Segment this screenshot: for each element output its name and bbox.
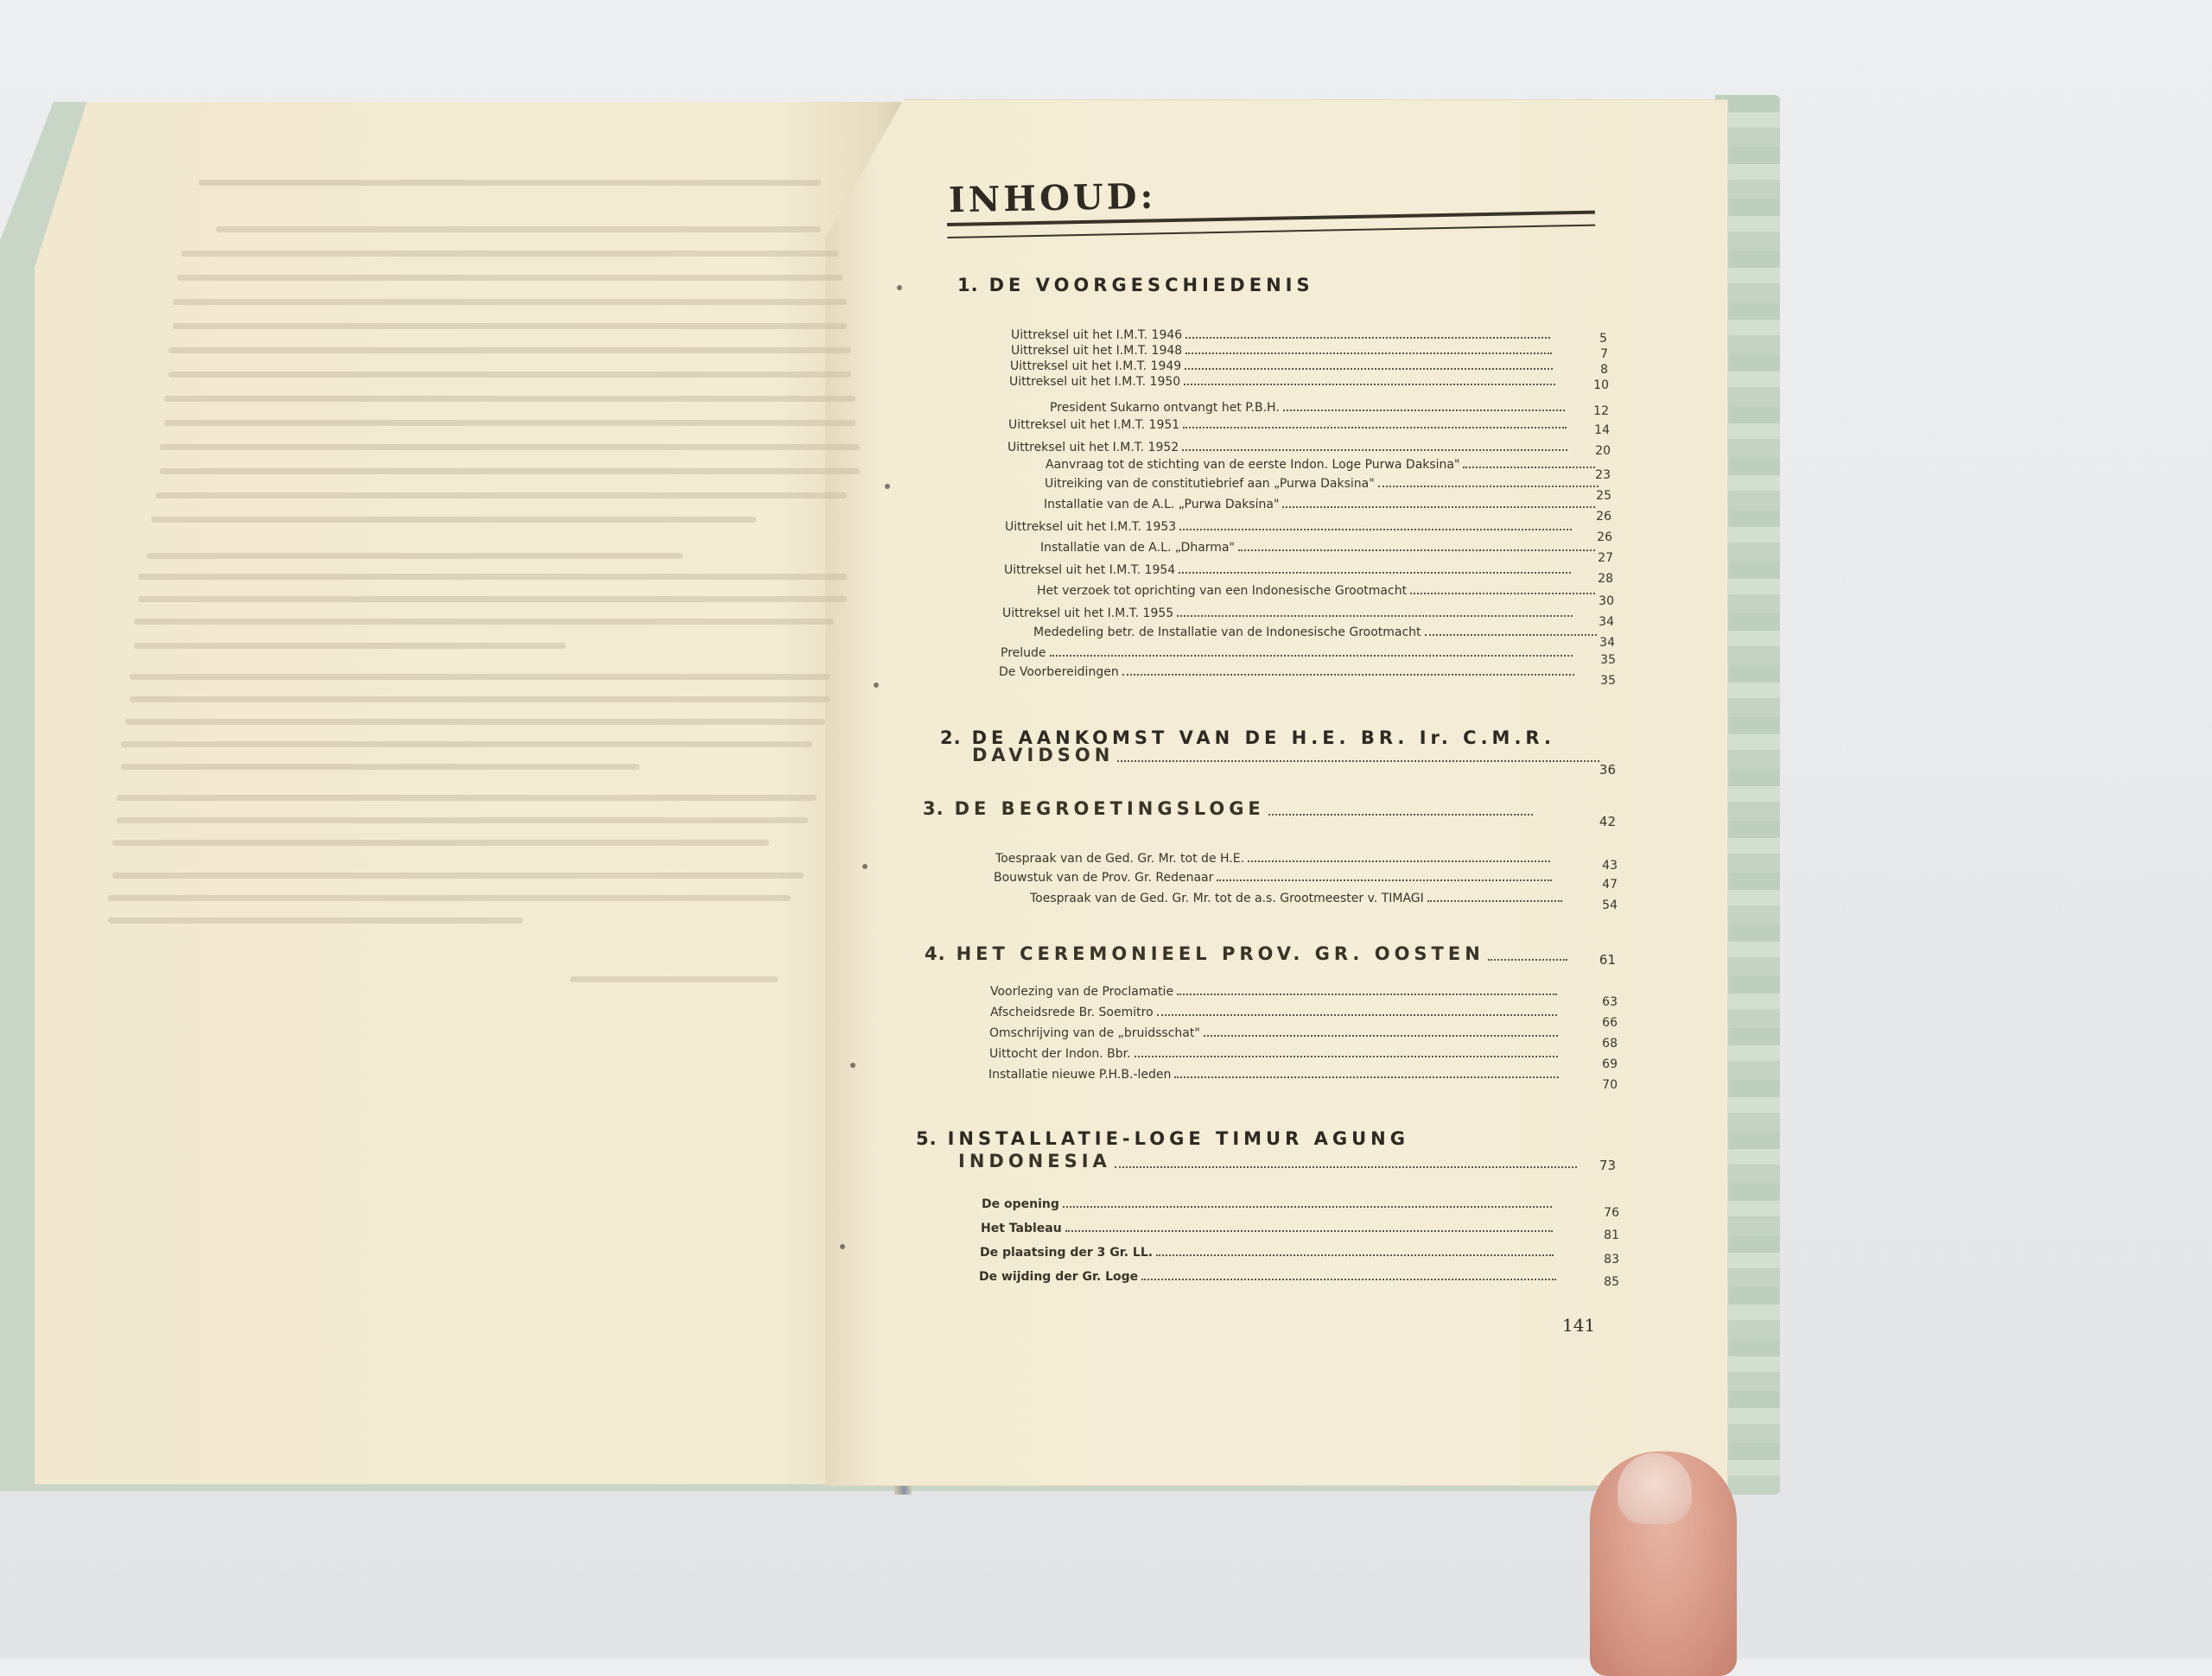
stitch (874, 682, 879, 688)
toc-entry-label: Uittocht der Indon. Bbr. (989, 1047, 1131, 1061)
ghost-text-line (216, 226, 821, 232)
section-title: DE VOORGESCHIEDENIS (988, 275, 1314, 295)
toc-entry-label: Uittreksel uit het I.M.T. 1952 (1007, 441, 1179, 454)
toc-entry-label: Bouwstuk van de Prov. Gr. Redenaar (994, 871, 1214, 885)
leader-dots (1282, 506, 1595, 508)
toc-entry-page: 28 (1598, 572, 1613, 586)
toc-entry-page: 34 (1599, 615, 1614, 629)
toc-entry (1044, 496, 1599, 511)
toc-entry-page: 69 (1602, 1057, 1618, 1071)
ghost-text-line (138, 574, 847, 580)
section-number: 3. (923, 798, 944, 819)
leader-dots (1141, 1279, 1556, 1280)
toc-entry-page: 70 (1602, 1078, 1618, 1092)
section-1-heading (957, 275, 1314, 295)
stitch (885, 484, 890, 489)
section-number: 4. (925, 943, 946, 964)
toc-entry-page: 81 (1604, 1228, 1619, 1242)
toc-entry-page: 34 (1599, 636, 1615, 650)
leader-dots (1410, 593, 1595, 594)
toc-entry-label: Installatie van de A.L. „Purwa Daksina" (1044, 498, 1280, 511)
ghost-text-line (138, 596, 847, 602)
ghost-text-line (121, 741, 812, 747)
page-number: 141 (1562, 1315, 1596, 1336)
toc-entry-page: 85 (1604, 1275, 1619, 1289)
toc-entry-label: Toespraak van de Ged. Gr. Mr. tot de H.E. (995, 852, 1245, 866)
toc-entry-page: 26 (1596, 510, 1611, 524)
section-number: 1. (957, 275, 979, 295)
toc-entry-label: Afscheidsrede Br. Soemitro (990, 1006, 1154, 1019)
leader-dots (1179, 572, 1571, 574)
toc-entry-page: 14 (1594, 423, 1610, 437)
leader-dots (1185, 352, 1552, 354)
toc-entry-label: Prelude (1001, 646, 1046, 660)
fingernail (1618, 1453, 1692, 1524)
leader-dots (1135, 1056, 1558, 1057)
toc-entry-label: Het verzoek tot oprichting van een Indonesische Grootmacht (1037, 584, 1408, 598)
toc-entry (1002, 605, 1576, 620)
ghost-text-line (147, 553, 683, 559)
section-4-page: 61 (1599, 952, 1616, 968)
ghost-text-line (164, 396, 855, 402)
toc-entry-label: Voorlezing van de Proclamatie (990, 985, 1174, 999)
toc-entry-page: 66 (1602, 1016, 1618, 1030)
section-3-page: 42 (1599, 814, 1616, 829)
ghost-text-line (156, 492, 847, 498)
ghost-text-line (130, 696, 830, 702)
leader-dots (1177, 994, 1557, 995)
toc-entry-label: Uittreksel uit het I.M.T. 1953 (1005, 520, 1177, 534)
section-number: 5. (916, 1128, 938, 1149)
leader-dots (1217, 879, 1552, 881)
toc-entry-page: 30 (1599, 594, 1614, 608)
ghost-text-line (570, 976, 778, 982)
toc-entry-page: 10 (1593, 378, 1609, 392)
toc-entry-label: Mededeling betr. de Installatie van de Indonesische Grootmacht (1033, 625, 1421, 639)
leader-dots (1427, 900, 1562, 902)
toc-entry-label: De opening (982, 1197, 1059, 1211)
ghost-text-line (151, 517, 756, 523)
toc-entry-label: Uittreksel uit het I.M.T. 1950 (1009, 375, 1181, 389)
ghost-text-line (199, 180, 821, 186)
leader-dots (1425, 634, 1597, 636)
leader-dots (1156, 1254, 1554, 1256)
toc-entry-page: 12 (1593, 404, 1609, 418)
ghost-text-line (168, 371, 851, 378)
toc-entry-label: Toespraak van de Ged. Gr. Mr. tot de a.s. Grootmeester v. TIMAGI (1030, 892, 1424, 905)
toc-entry (1009, 373, 1559, 389)
ghost-text-line (130, 674, 830, 680)
toc-entry-page: 8 (1600, 363, 1608, 377)
toc-entry (999, 663, 1578, 679)
section-title: INSTALLATIE-LOGE TIMUR AGUNG (947, 1128, 1409, 1149)
leader-dots (1122, 674, 1574, 676)
ghost-text-line (121, 764, 639, 770)
stitch (862, 864, 868, 869)
leader-dots (1185, 368, 1553, 370)
ghost-text-line (117, 795, 817, 801)
toc-entry (979, 1268, 1560, 1284)
section-title-cont: INDONESIA (958, 1151, 1111, 1171)
leader-dots (1117, 760, 1599, 762)
ghost-text-line (164, 420, 855, 426)
toc-entry-label: President Sukarno ontvangt het P.B.H. (1050, 401, 1280, 415)
section-title: DE AANKOMST VAN DE H.E. BR. Ir. C.M.R. (971, 727, 1555, 748)
toc-entry-page: 26 (1597, 530, 1612, 544)
toc-entry-page: 7 (1600, 347, 1608, 361)
toc-entry-label: Aanvraag tot de stichting van de eerste Indon. Loge Purwa Daksina" (1046, 458, 1460, 472)
ghost-text-line (181, 251, 838, 257)
toc-entry-page: 27 (1598, 551, 1613, 565)
left-page (35, 102, 903, 1484)
section-5-heading (916, 1128, 1409, 1149)
toc-entry-label: De plaatsing der 3 Gr. LL. (980, 1246, 1154, 1260)
ghost-text-line (125, 719, 825, 725)
ghost-text-line (112, 840, 769, 846)
ghost-text-line (168, 347, 851, 353)
leader-dots (1174, 1076, 1559, 1078)
ghost-text-line (112, 873, 804, 879)
leader-dots (1248, 860, 1550, 862)
section-4-heading (925, 942, 1571, 964)
toc-entry (994, 869, 1555, 885)
toc-entry-page: 47 (1602, 878, 1618, 892)
ghost-text-line (177, 275, 842, 281)
leader-dots (1488, 959, 1567, 961)
toc-entry-page: 20 (1595, 444, 1611, 458)
leader-dots (1182, 449, 1567, 451)
toc-title: INHOUD: (948, 175, 1157, 221)
leader-dots (1268, 814, 1533, 816)
leader-dots (1179, 529, 1572, 530)
leader-dots (1177, 615, 1573, 617)
toc-entry-label: Uittreksel uit het I.M.T. 1955 (1002, 606, 1174, 620)
toc-entry-page: 68 (1602, 1037, 1618, 1051)
toc-entry (1033, 624, 1600, 639)
section-5-page: 73 (1599, 1158, 1616, 1173)
leader-dots (1204, 1035, 1558, 1037)
section-5-heading-line2 (958, 1149, 1580, 1171)
toc-entry-label: Installatie van de A.L. „Dharma" (1040, 541, 1235, 555)
toc-entry (988, 1066, 1562, 1082)
toc-entry (1011, 342, 1555, 358)
ghost-text-line (134, 643, 566, 649)
stitch (840, 1244, 845, 1249)
toc-entry-label: Uittreksel uit het I.M.T. 1949 (1010, 359, 1182, 373)
toc-entry (982, 1196, 1555, 1211)
toc-entry-label: Uittreksel uit het I.M.T. 1954 (1004, 563, 1176, 577)
toc-entry-label: De wijding der Gr. Loge (979, 1270, 1139, 1284)
table-of-contents (916, 173, 1650, 1382)
toc-entry-page: 43 (1602, 859, 1618, 873)
leader-dots (1050, 655, 1573, 657)
section-number: 2. (940, 727, 962, 748)
toc-entry-page: 54 (1602, 898, 1618, 912)
section-2-heading-line2 (972, 743, 1603, 765)
ghost-text-line (134, 619, 834, 625)
leader-dots (1115, 1166, 1577, 1168)
toc-entry-label: Omschrijving van de „bruidsschat" (989, 1026, 1200, 1040)
ghost-text-line (160, 468, 860, 474)
toc-entry-label: Installatie nieuwe P.H.B.-leden (988, 1068, 1172, 1082)
stitch (850, 1063, 855, 1068)
section-3-heading (923, 797, 1536, 819)
ghost-text-line (160, 444, 860, 450)
leader-dots (1463, 467, 1595, 468)
toc-entry-label: Uitreiking van de constitutiebrief aan „Purwa Daksina" (1045, 477, 1375, 491)
toc-entry-label: De Voorbereidingen (999, 665, 1119, 679)
toc-entry (980, 1244, 1557, 1260)
stitch (897, 285, 902, 290)
section-title-cont: DAVIDSON (972, 745, 1115, 765)
toc-entry (989, 1045, 1561, 1061)
toc-entry (1011, 327, 1554, 342)
section-title: HET CEREMONIEEL PROV. GR. OOSTEN (956, 943, 1484, 964)
toc-entry (1010, 358, 1556, 373)
toc-entry-page: 76 (1604, 1206, 1619, 1220)
toc-entry-page: 23 (1595, 468, 1611, 482)
toc-entry-label: Uittreksel uit het I.M.T. 1951 (1008, 418, 1180, 432)
toc-entry (995, 850, 1554, 866)
toc-entry-page: 35 (1600, 653, 1616, 667)
toc-entry-page: 5 (1599, 332, 1607, 346)
toc-entry (1004, 562, 1574, 577)
leader-dots (1063, 1206, 1552, 1208)
toc-entry-page: 63 (1602, 995, 1618, 1009)
ghost-text-line (173, 323, 847, 329)
toc-entry-label: Uittreksel uit het I.M.T. 1948 (1011, 344, 1183, 358)
toc-entry (1045, 475, 1602, 491)
toc-entry-page: 25 (1596, 489, 1611, 503)
leader-dots (1183, 427, 1567, 429)
toc-entry-page: 35 (1600, 674, 1616, 688)
toc-entry (990, 983, 1560, 999)
leader-dots (1378, 486, 1599, 487)
toc-entry (1030, 890, 1566, 905)
leader-dots (1065, 1230, 1553, 1232)
toc-entry-label: Het Tableau (981, 1222, 1062, 1235)
leader-dots (1185, 337, 1550, 339)
toc-entry (981, 1220, 1556, 1235)
toc-entry (989, 1025, 1561, 1040)
toc-entry (1037, 582, 1599, 598)
ghost-text-line (117, 817, 808, 823)
toc-entry (1046, 456, 1599, 472)
section-title: DE BEGROETINGSLOGE (954, 798, 1265, 819)
toc-entry (1040, 539, 1599, 555)
toc-entry (990, 1004, 1560, 1019)
toc-entry (1008, 416, 1570, 432)
leader-dots (1184, 384, 1555, 385)
ghost-text-line (108, 917, 523, 924)
toc-entry-page: 83 (1604, 1253, 1619, 1267)
toc-entry (1007, 439, 1571, 454)
leader-dots (1157, 1014, 1557, 1016)
leader-dots (1283, 409, 1565, 411)
toc-entry-label: Uittreksel uit het I.M.T. 1946 (1011, 328, 1183, 342)
leader-dots (1238, 549, 1595, 551)
section-2-page: 36 (1599, 762, 1616, 778)
toc-entry (1005, 518, 1575, 534)
ghost-text-line (173, 299, 847, 305)
ghost-text-line (108, 895, 791, 901)
toc-entry (1001, 644, 1576, 660)
toc-entry (1050, 399, 1568, 415)
